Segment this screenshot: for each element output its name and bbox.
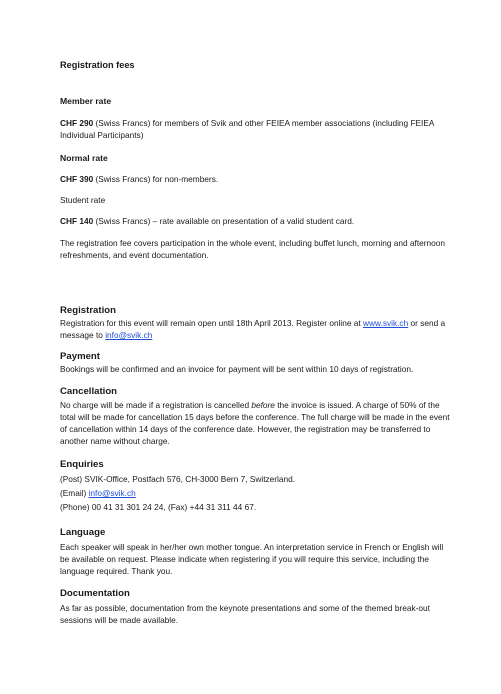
cancellation-heading: Cancellation xyxy=(60,386,118,397)
payment-text: Bookings will be confirmed and an invoice for payment will be sent within 10 days of registration. xyxy=(60,364,414,374)
registration-text-before: Registration for this event will remain open until 18th April 2013. Register online at xyxy=(60,318,364,328)
enquiries-post: (Post) SVIK-Office, Postfach 576, CH-3000 Bern 7, Switzerland. xyxy=(60,474,296,484)
payment-heading: Payment xyxy=(60,351,100,362)
member-rate-desc: (Swiss Francs) for members of Svik and other FEIEA member associations (including FEIEA Individual Participants) xyxy=(60,118,434,140)
student-rate-heading: Student rate xyxy=(60,195,106,205)
fee-coverage-text: The registration fee covers participation in the whole event, including buffet lunch, morning and afternoon refreshments, and event documentation. xyxy=(60,238,445,260)
registration-email-link[interactable]: info@svik.ch xyxy=(105,330,153,340)
member-rate-heading: Member rate xyxy=(60,96,112,106)
registration-text xyxy=(60,317,452,341)
website-link[interactable]: www.svik.ch xyxy=(363,318,409,328)
registration-heading: Registration xyxy=(60,305,116,316)
cancellation-text xyxy=(60,399,452,447)
registration-text-middle: or send a message to xyxy=(60,318,446,340)
enquiries-email-line xyxy=(60,487,452,499)
fees-title: Registration fees xyxy=(60,60,135,70)
language-text: Each speaker will speak in her/her own mother tongue. An interpretation service in French or English will be available on request. Please indicate when registering if you will require this service, including the language required. Thank you. xyxy=(60,542,444,576)
member-rate-amount: CHF 290 xyxy=(60,118,94,128)
student-rate-amount: CHF 140 xyxy=(60,216,94,226)
cancellation-emphasis: before xyxy=(251,400,275,410)
normal-rate-amount: CHF 390 xyxy=(60,174,94,184)
normal-rate-heading: Normal rate xyxy=(60,153,108,163)
documentation-heading: Documentation xyxy=(60,588,130,599)
enquiries-email-label: (Email) xyxy=(60,488,89,498)
cancellation-text-before: No charge will be made if a registration is cancelled xyxy=(60,400,252,410)
enquiries-phone: (Phone) 00 41 31 301 24 24, (Fax) +44 31 311 44 67. xyxy=(60,502,257,512)
member-rate-text xyxy=(60,117,452,141)
cancellation-text-after: the invoice is issued. A charge of 50% of the total will be made for cancellation 15 days before the conference. The full charge will be made in the event of cancellation within 14 days of the conference date. However, the registration may be transferred to another name without charge. xyxy=(60,400,450,446)
student-rate-text xyxy=(60,215,452,227)
student-rate-desc: (Swiss Francs) – rate available on presentation of a valid student card. xyxy=(93,216,355,226)
normal-rate-text xyxy=(60,173,452,185)
enquiries-heading: Enquiries xyxy=(60,459,104,470)
normal-rate-desc: (Swiss Francs) for non-members. xyxy=(93,174,219,184)
documentation-text: As far as possible, documentation from the keynote presentations and some of the themed break-out sessions will be made available. xyxy=(60,603,430,625)
enquiries-email-link[interactable]: info@svik.ch xyxy=(88,488,136,498)
language-heading: Language xyxy=(60,527,106,538)
